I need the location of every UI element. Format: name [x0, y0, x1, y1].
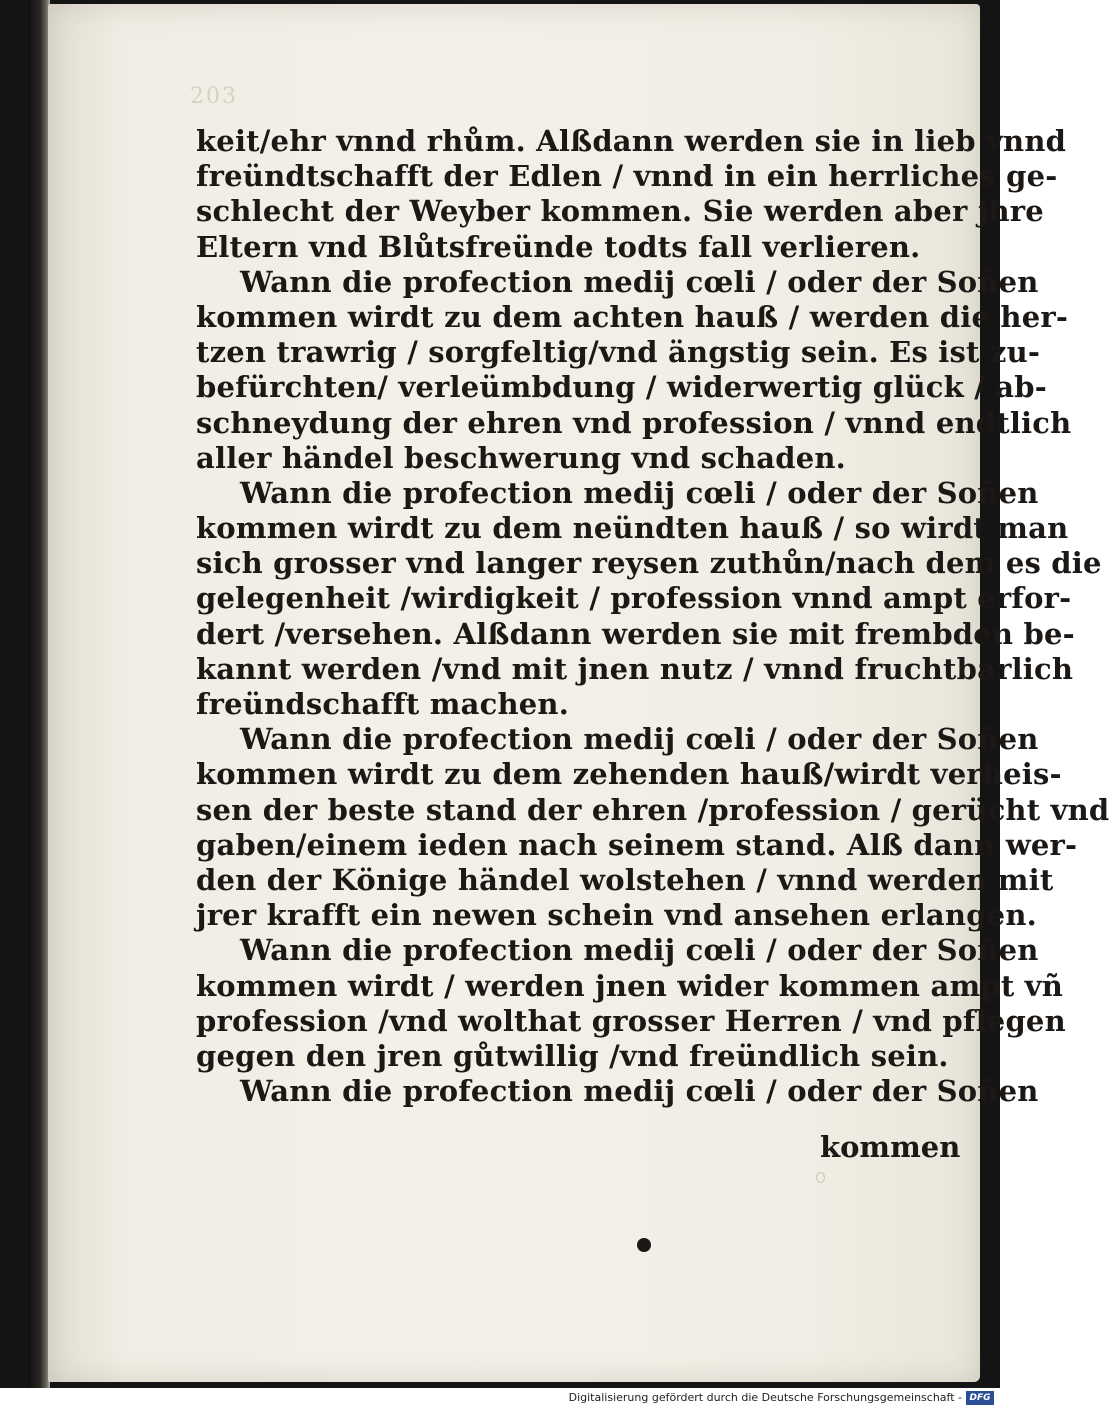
text-line: aller händel beschwerung vnd schaden.: [196, 440, 846, 475]
body-text: [196, 124, 1109, 1109]
text-line: schlecht der Weyber kommen. Sie werden aber jhre: [196, 194, 1044, 229]
text-line: schneydung der ehren vnd profession / vnnd endtlich: [196, 405, 1072, 440]
ink-dot: [637, 1238, 651, 1252]
text-line: kannt werden /vnd mit jnen nutz / vnnd fruchtbarlich: [196, 651, 1074, 686]
text-line: gelegenheit /wirdigkeit / profession vnnd ampt erfor-: [196, 581, 1072, 616]
binding-edge: [28, 0, 50, 1388]
text-line: freündschafft machen.: [196, 687, 570, 721]
footer-bar: [0, 1388, 1000, 1408]
catchword: kommen: [820, 1130, 961, 1164]
text-line: gegen den jren gůtwillig /vnd freündlich sein.: [196, 1038, 949, 1073]
text-line: den der Könige händel wolstehen / vnnd werden mit: [196, 862, 1054, 897]
text-line: Eltern vnd Blůtsfreünde todts fall verlieren.: [196, 229, 921, 264]
text-line: kommen wirdt / werden jnen wider kommen ampt vñ: [196, 968, 1064, 1003]
text-line: jrer krafft ein newen schein vnd ansehen erlangen.: [196, 898, 1037, 933]
text-line: sen der beste stand der ehren /profession / gerücht vnd: [196, 792, 1109, 827]
dfg-logo: DFG: [966, 1391, 994, 1405]
funding-credit: Digitalisierung gefördert durch die Deutsche Forschungsgemeinschaft -: [568, 1391, 962, 1404]
text-line: tzen trawrig / sorgfeltig/vnd ängstig sein. Es ist zu-: [196, 335, 1041, 370]
text-line: Wann die profection medij cœli / oder der Soñen: [240, 933, 1039, 968]
text-line: profession /vnd wolthat grosser Herren / vnd pflegen: [196, 1003, 1066, 1038]
text-line: kommen wirdt zu dem zehenden hauß/wirdt verheis-: [196, 757, 1062, 792]
text-line: keit/ehr vnnd rhům. Alßdann werden sie in lieb vnnd: [196, 124, 1067, 158]
text-line: Wann die profection medij cœli / oder der Soñen: [240, 1074, 1039, 1109]
page-number: 203: [190, 84, 238, 109]
text-line: Wann die profection medij cœli / oder der Soñen: [240, 722, 1039, 757]
text-line: befürchten/ verleümbdung / widerwertig glück / ab-: [196, 370, 1048, 405]
text-line: sich grosser vnd langer reysen zuthůn/nach dem es die: [196, 546, 1102, 581]
text-line: Wann die profection medij cœli / oder der Soñen: [240, 264, 1039, 299]
text-line: kommen wirdt zu dem achten hauß / werden die her-: [196, 299, 1069, 334]
text-line: kommen wirdt zu dem neündten hauß / so wirdt man: [196, 511, 1069, 546]
text-line: freündtschafft der Edlen / vnnd in ein herrliches ge-: [196, 159, 1058, 194]
text-line: gaben/einem ieden nach seinem stand. Alß dann wer-: [196, 827, 1078, 862]
text-line: dert /versehen. Alßdann werden sie mit frembden be-: [196, 616, 1075, 651]
paper-spot: [816, 1172, 825, 1183]
text-line: Wann die profection medij cœli / oder der Soñen: [240, 475, 1039, 510]
